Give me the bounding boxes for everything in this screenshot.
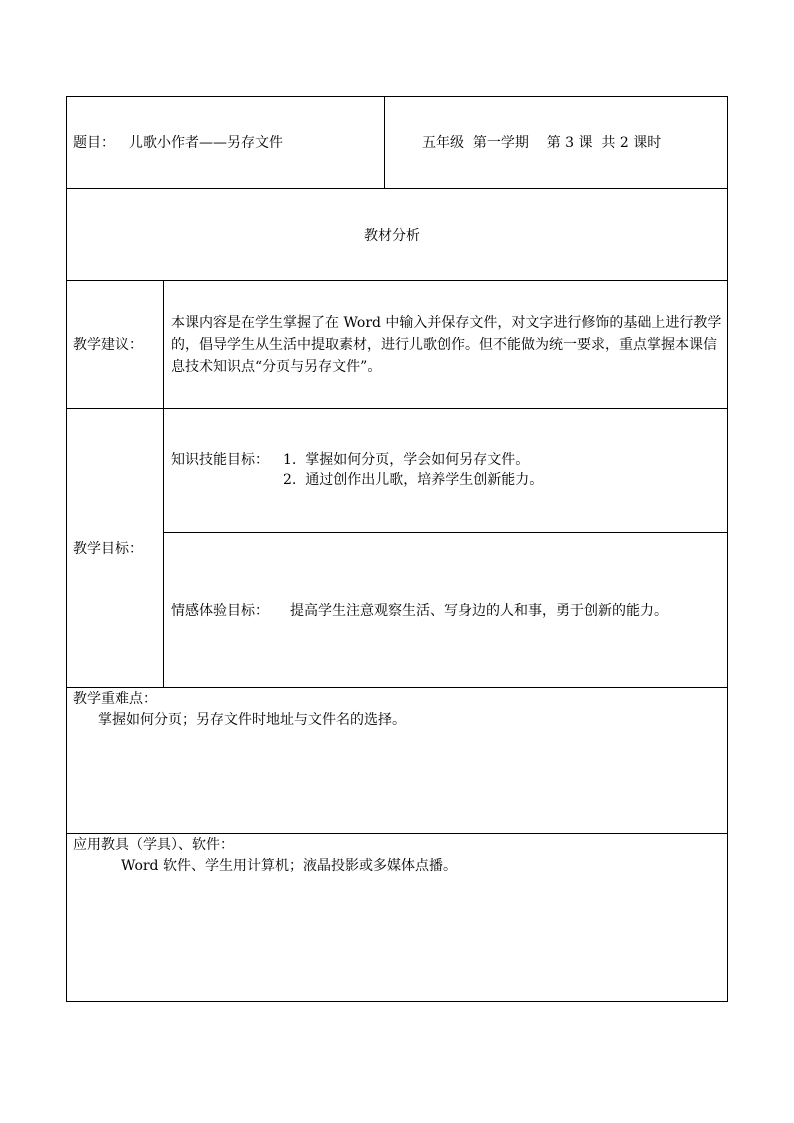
course-info: 五年级 第一学期 第 3 课 共 2 课时 xyxy=(422,135,662,151)
header-column-divider xyxy=(384,96,385,188)
row-divider-5 xyxy=(66,687,728,688)
emotion-goal-label: 情感体验目标： xyxy=(171,603,269,619)
section-heading-analysis: 教材分析 xyxy=(364,228,420,244)
knowledge-goal-item: 2. 通过创作出儿歌，培养学生创新能力。 xyxy=(283,472,544,488)
teaching-goals-label: 教学目标： xyxy=(73,541,143,557)
tools-label: 应用教具（学具）、软件： xyxy=(73,837,234,853)
row-divider-2 xyxy=(66,280,728,281)
knowledge-goal-item: 1. 掌握如何分页，学会如何另存文件。 xyxy=(283,452,530,468)
tools-text: Word 软件、学生用计算机；液晶投影或多媒体点播。 xyxy=(121,858,457,874)
teaching-advice-label: 教学建议： xyxy=(73,337,143,353)
lesson-title: 儿歌小作者——另存文件 xyxy=(129,135,283,151)
row-divider-3 xyxy=(66,408,728,409)
title-label: 题目： xyxy=(73,135,115,151)
key-points-text: 掌握如何分页；另存文件时地址与文件名的选择。 xyxy=(98,712,406,728)
row-divider-1 xyxy=(66,188,728,189)
knowledge-goal-label: 知识技能目标： xyxy=(171,452,269,468)
row-divider-4 xyxy=(163,532,728,533)
label-column-divider xyxy=(163,280,164,687)
teaching-advice-text: 本课内容是在学生掌握了在 Word 中输入并保存文件，对文字进行修饰的基础上进行教学的，倡导学生从生活中提取素材，进行儿歌创作。但不能做为统一要求，重点掌握本课信息技术知识点“分页与另存文件”。 xyxy=(171,315,722,375)
emotion-goal-text: 提高学生注意观察生活、写身边的人和事，勇于创新的能力。 xyxy=(290,603,668,619)
key-points-label: 教学重难点： xyxy=(73,691,157,707)
